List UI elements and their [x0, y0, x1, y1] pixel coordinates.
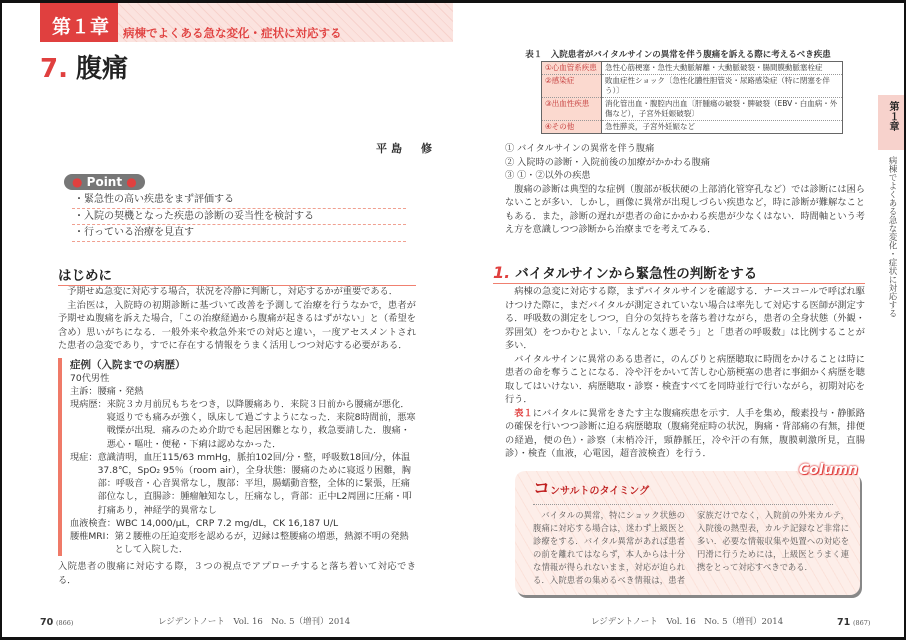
column-box — [515, 461, 860, 595]
case-age-sex: 70代男性 — [70, 372, 110, 384]
case-value: WBC 14,000/μL，CRP 7.2 mg/dL，CK 16,187 U/L — [115, 517, 339, 529]
table-caption: 表１ 入院患者がバイタルサインの異常を伴う腹痛を訴える際に考えるべき疾患 — [525, 50, 831, 60]
journal-footer: レジデントノート Vol. 16 No. 5（増刊）2014 — [158, 617, 351, 627]
side-chapter: 第１章 — [878, 95, 906, 150]
page-number-right — [837, 617, 870, 629]
point-item: ・入院の契機となった疾患の診断の妥当性を検討する — [72, 209, 406, 226]
paragraph: 入院患者の腹痛に対応する際，３つの視点でアプローチすると落ち着いて対応できる． — [58, 561, 416, 586]
case-row — [70, 530, 416, 556]
table-row — [542, 98, 843, 121]
right-body-flow — [505, 285, 865, 595]
point-badge: ● Point ● — [64, 174, 145, 190]
paragraph-text: にバイタルに異常をきたす主な腹痛疾患を示す．人手を集め，酸素投与・静脈路の確保を行いつつ診断に迫る病歴聴取（腹痛発症時の状況，胸痛・背部痛の有無，排便の経過，便の色）・診察（末梢冷汗，頸静脈圧，冷や汗の有無，腹膜刺激所見，直腸診）・検査（血液，心電図，超音波検査）を行う． — [505, 407, 865, 459]
point-item: ・緊急性の高い疾患をまず評価する — [72, 192, 406, 209]
table-cell: ④その他 — [542, 121, 602, 134]
case-key: 血液検査： — [70, 517, 116, 529]
page-number-left — [40, 617, 73, 629]
case-row — [70, 451, 416, 517]
chapter-title: 病棟でよくある急な変化・症状に対応する — [118, 0, 453, 42]
case-row — [70, 398, 416, 451]
case-key: 現症： — [70, 451, 98, 463]
paragraph: 腹痛の診断は典型的な症例（腹部が板状硬の上部消化管穿孔など）では診断には困らないことが多い．しかし，画像に異常が出現しづらい疾患など，時に診断が難解なこともある．また，診断の遅れが患者の命にかかわる疾患が少なくはない．時間軸という考え方を意識しつつ診断から治療までを考えてみる． — [505, 183, 865, 235]
table-row — [542, 121, 843, 134]
section-number: 1. — [493, 263, 511, 282]
table-cell: ①心血管系疾患 — [542, 62, 602, 75]
approach-list — [505, 142, 865, 237]
case-box — [58, 358, 416, 557]
side-tab — [878, 95, 906, 318]
column-title-rest: ンサルトのタイミング — [550, 485, 650, 497]
right-page — [453, 0, 906, 640]
journal-footer: レジデントノート Vol. 16 No. 5（増刊）2014 — [591, 617, 784, 627]
case-key: 主訴： — [70, 385, 98, 397]
list-item: ③ ①・②以外の疾患 — [505, 170, 591, 181]
case-value: 意識清明，血圧115/63 mmHg，脈拍102回/分・整，呼吸数18回/分，体温37.8℃，SpO₂ 95％（room air），全身状態：腰痛のために寝返り困難，胸部：呼吸音・心音異常なし，腹部：平坦，腸蠕動音整，全体的に緊張，圧痛部位なし，直腸診：腫瘤触知なし，圧痛なし，背部：正中L2周囲に圧痛・叩打痛あり，神経学的異常なし — [97, 451, 412, 516]
intro-body — [58, 285, 416, 353]
column-title — [533, 479, 833, 505]
paragraph: 病棟の急変に対応する際，まずバイタルサインを確認する．ナースコールで呼ばれ駆けつけた際に，まだバイタルが測定されていない場合は率先して対応する医師が測定する．呼吸数の測定をしつつ，自分の気持ちを落ち着けながら，患者の全身状態（外観・雰囲気）をつかむとよい．「なんとなく悪そう」と「患者の呼吸数」は比例することが多い． — [505, 286, 865, 351]
page-number-total: (866) — [55, 619, 74, 627]
page-number-total: (867) — [852, 619, 871, 627]
table-cell: ②感染症 — [542, 75, 602, 98]
table-cell: 敗血症性ショック〔急性化膿性胆管炎・尿路感染症（特に閉塞を伴う）〕 — [602, 75, 843, 98]
case-row — [70, 517, 416, 530]
case-value: 第２腰椎の圧迫変形を認めるが，辺縁は整腰痛の増悪，熱源不明の発熱として入院した． — [114, 530, 409, 556]
article-title — [40, 48, 128, 85]
table-row — [542, 75, 843, 98]
case-row — [70, 385, 416, 398]
table-row — [542, 62, 843, 75]
section-title: バイタルサインから緊急性の判断をする — [515, 266, 758, 282]
point-list — [72, 192, 406, 242]
chapter-label: 第１章 — [40, 0, 118, 42]
case-value: 腰痛・発熱 — [97, 385, 144, 397]
paragraph — [505, 407, 865, 461]
article-title-text: 腹痛 — [75, 54, 128, 84]
paragraph: バイタルサインに異常のある患者に，のんびりと病歴聴取に時間をかけることは時に患者の命を奪うことになる．冷や汗をかいて苦しむ心筋梗塞の患者に事細かく病歴を聴取してはいけない．病歴聴取・診察・検査すべてを同時並行で行いながら，初期対応を行う． — [505, 353, 865, 405]
case-key: 現病歴： — [70, 398, 107, 410]
list-item: ② 入院時の診断・入院前後の加療がかかわる腹痛 — [505, 156, 711, 168]
page-number: 71 — [837, 617, 851, 628]
author: 平島 修 — [376, 142, 436, 155]
table-cell: ③出血性疾患 — [542, 98, 602, 121]
paragraph: 予期せぬ急変に対応する場合，状況を冷静に判断し，対応するかが重要である． — [67, 286, 398, 297]
paragraph: 主治医は，入院時の初期診断に基づいて改善を予測して治療を行うなかで，患者が予期せぬ腹痛を訴えた場合，「この治療経過から腹痛が起きるはずがない」と（希望を含め）思いがちになる．一般外来や救急外来での対応と違い，一度アセスメントされた患者の急変であり，すでに存在する情報をうまく活用しつつ対応する必要がある． — [58, 299, 416, 351]
case-key: 腰椎MRI： — [70, 530, 115, 542]
table-reference-link[interactable]: 表１ — [514, 407, 533, 419]
page-number: 70 — [40, 617, 54, 628]
list-item: ① バイタルサインの異常を伴う腹痛 — [505, 143, 655, 154]
intro-heading: はじめに — [58, 264, 416, 286]
section-body — [505, 285, 865, 461]
paragraph: バイタルの異常，特にショック状態の腹痛に対応する場合は，迷わず上級医と診療をする．バイタル異常があれば患者の前を離れてはならず，本人からは十分な情報が得られないまま，対応が迫られる．入院患者の集めるべき情報は，患者家族だけでなく，入院前の外来カルテ，入院後の熱型表，カルテ記録など非常に多い．必要な情報収集や処置への対応を円滑に行うためには，上級医とうまく連携をとって対応すべきである． — [533, 509, 849, 585]
table-cell: 急性心筋梗塞・急性大動脈解離・大動脈破裂・腸間膜動脈塞栓症 — [602, 62, 843, 75]
side-title: 病棟でよくある急な変化・症状に対応する — [887, 156, 897, 318]
disease-table — [541, 61, 843, 134]
table-cell: 消化管出血・腹腔内出血〔肝腫瘍の破裂・脾破裂（EBV・白血病・外傷など），子宮外妊娠破裂〕 — [602, 98, 843, 121]
point-item: ・行っている治療を見直す — [72, 225, 406, 242]
case-title: 症例（入院までの病歴） — [70, 358, 186, 371]
point-label: Point — [86, 175, 123, 189]
left-body-flow — [58, 285, 416, 587]
column-title-initial: コ — [533, 478, 550, 499]
table-cell: 急性膵炎，子宮外妊娠など — [602, 121, 843, 134]
closing-text — [58, 560, 416, 587]
article-number: 7. — [40, 54, 68, 84]
case-value: 来院３カ月前尻もちをつき，以降腰痛あり．来院３日前から腰痛が悪化．寝返りでも痛みが強く，臥床して過ごすようになった．来院8時間前，悪寒戦慄が出現．痛みのため介助でも起居困難となり，救急要請した．腹痛・悪心・嘔吐・便秘・下痢は認めなかった． — [106, 398, 416, 450]
column-tag: Column — [798, 461, 858, 478]
section-heading — [493, 262, 865, 284]
column-text — [533, 509, 849, 587]
